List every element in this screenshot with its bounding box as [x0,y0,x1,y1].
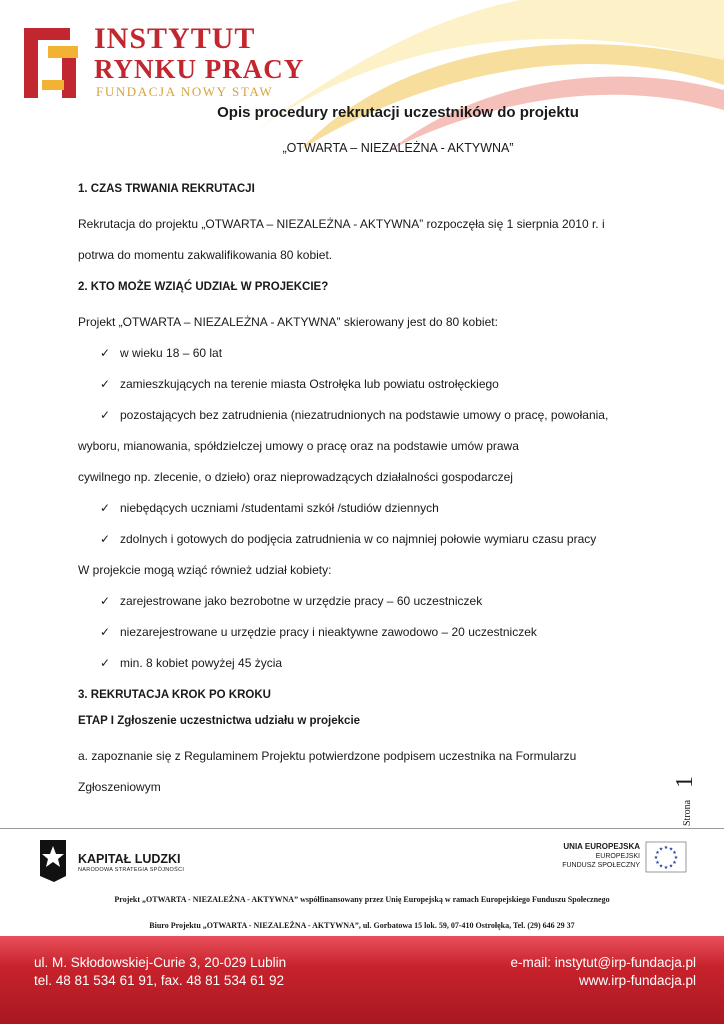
list-item: ✓ min. 8 kobiet powyżej 45 życia [78,648,658,679]
stage-1-paragraph-line1: a. zapoznanie się z Regulaminem Projektu potwierdzone podpisem uczestnika na Formularzu [78,749,577,763]
kapital-ludzki-emblem-icon [36,836,72,886]
contact-right [510,954,696,990]
svg-text:★: ★ [663,845,669,851]
eu-line1: UNIA EUROPEJSKA [563,842,640,851]
document-title: Opis procedury rekrutacji uczestników do projektu [217,104,579,121]
checkmark-icon: ✓ [100,656,111,670]
section-2-heading: 2. KTO MOŻE WZIĄĆ UDZIAŁ W PROJEKCIE? [78,281,329,293]
email-address: e-mail: instytut@irp-fundacja.pl [510,955,696,970]
cofinancing-note: Projekt „OTWARTA - NIEZALEŻNA - AKTYWNA” współfinansowany przez Unię Europejską w ramach Europejskiego Funduszu Społecznego [114,895,610,904]
section-3-heading: 3. REKRUTACJA KROK PO KROKU [78,689,271,701]
checkmark-icon: ✓ [100,501,111,515]
postal-address: ul. M. Skłodowskiej-Curie 3, 20-029 Lublin [34,955,287,970]
phone-fax: tel. 48 81 534 61 91, fax. 48 81 534 61 92 [34,973,284,988]
list-item-continuation: cywilnego np. zlecenie, o dzieło) oraz nieprowadzących działalności gospodarczej [78,470,513,484]
page-number-graphic [672,770,698,830]
section-2-intro: Projekt „OTWARTA – NIEZALEŻNA - AKTYWNA” skierowany jest do 80 kobiet: [78,315,498,329]
contact-band [0,936,724,1024]
svg-text:★: ★ [655,860,660,866]
eu-flag-icon [646,842,686,872]
project-name: „OTWARTA – NIEZALEŻNA - AKTYWNA” [282,141,514,155]
checkmark-icon: ✓ [100,377,111,391]
svg-text:★: ★ [673,855,679,861]
eligibility-list-continued [78,493,658,555]
svg-text:★: ★ [658,846,664,853]
additional-eligibility-list [78,586,658,679]
section-1-heading: 1. CZAS TRWANIA REKRUTACJI [78,183,255,195]
checkmark-icon: ✓ [100,532,111,546]
website-url: www.irp-fundacja.pl [578,973,696,988]
logo-emblem-icon [22,22,86,100]
section-1-paragraph-line1: Rekrutacja do projektu „OTWARTA – NIEZALEŻNA - AKTYWNA” rozpoczęła się 1 sierpnia 2010 r. i [78,217,605,231]
svg-text:★: ★ [653,855,659,861]
section-2-also-eligible: W projekcie mogą wziąć również udział kobiety: [78,563,332,577]
project-office-address: Biuro Projektu „OTWARTA - NIEZALEŻNA - AKTYWNA”, ul. Gorbatowa 15 lok. 59, 07-410 Ostrołęka, Tel. (29) 646 29 37 [149,921,575,930]
stage-1-heading: ETAP I Zgłoszenie uczestnictwa udziału w projekcie [78,715,361,727]
kapital-ludzki-subtitle: NARODOWA STRATEGIA SPÓJNOŚCI [78,867,185,873]
footer-separator [0,828,724,829]
svg-text:★: ★ [658,863,664,870]
svg-text:★: ★ [672,850,677,856]
list-item-continuation: wyboru, mianowania, spółdzielczej umowy o pracę oraz na podstawie umów prawa [78,439,519,453]
svg-text:★: ★ [655,850,660,856]
list-item: ✓ zarejestrowane jako bezrobotne w urzędzie pracy – 60 uczestniczek [78,586,658,617]
eu-line2: EUROPEJSKI [595,853,640,860]
list-item: ✓ zamieszkujących na terenie miasta Ostrołęka lub powiatu ostrołęckiego [78,369,658,400]
section-1-paragraph-line2: potrwa do momentu zakwalifikowania 80 kobiet. [78,248,333,262]
checkmark-icon: ✓ [100,346,111,360]
stage-1-paragraph-line2: Zgłoszeniowym [78,780,161,794]
list-item: ✓ pozostających bez zatrudnienia (niezatrudnionych na podstawie umowy o pracę, powołania, [78,400,658,431]
logo-title-line1: INSTYTUT [94,22,256,55]
page-number-value: 1 [672,776,698,788]
list-item: ✓ w wieku 18 – 60 lat [78,338,658,369]
kapital-ludzki-title: KAPITAŁ LUDZKI [78,852,181,866]
eu-text [562,842,640,870]
document-body [78,104,658,803]
list-item: ✓ niezarejestrowane u urzędzie pracy i nieaktywne zawodowo – 20 uczestniczek [78,617,658,648]
list-item: ✓ zdolnych i gotowych do podjęcia zatrudnienia w co najmniej połowie wymiaru czasu pracy [78,524,658,555]
svg-text:★: ★ [668,846,674,853]
svg-text:★: ★ [672,860,677,866]
checkmark-icon: ✓ [100,408,111,422]
institute-logo [22,22,322,102]
svg-text:★: ★ [663,865,669,871]
list-item: ✓ niebędących uczniami /studentami szkół /studiów dziennych [78,493,658,524]
contact-left [34,954,286,990]
logo-foundation-name: FUNDACJA NOWY STAW [96,84,274,99]
logo-title-line2: RYNKU PRACY [94,54,305,84]
eu-line3: FUNDUSZ SPOŁECZNY [562,862,640,869]
checkmark-icon: ✓ [100,594,111,608]
kapital-ludzki-logo [36,836,236,888]
eu-logo [540,842,700,888]
page-number [672,770,698,830]
page-label: Strona [682,799,693,826]
eligibility-list [78,338,658,431]
svg-text:★: ★ [668,863,674,870]
checkmark-icon: ✓ [100,625,111,639]
